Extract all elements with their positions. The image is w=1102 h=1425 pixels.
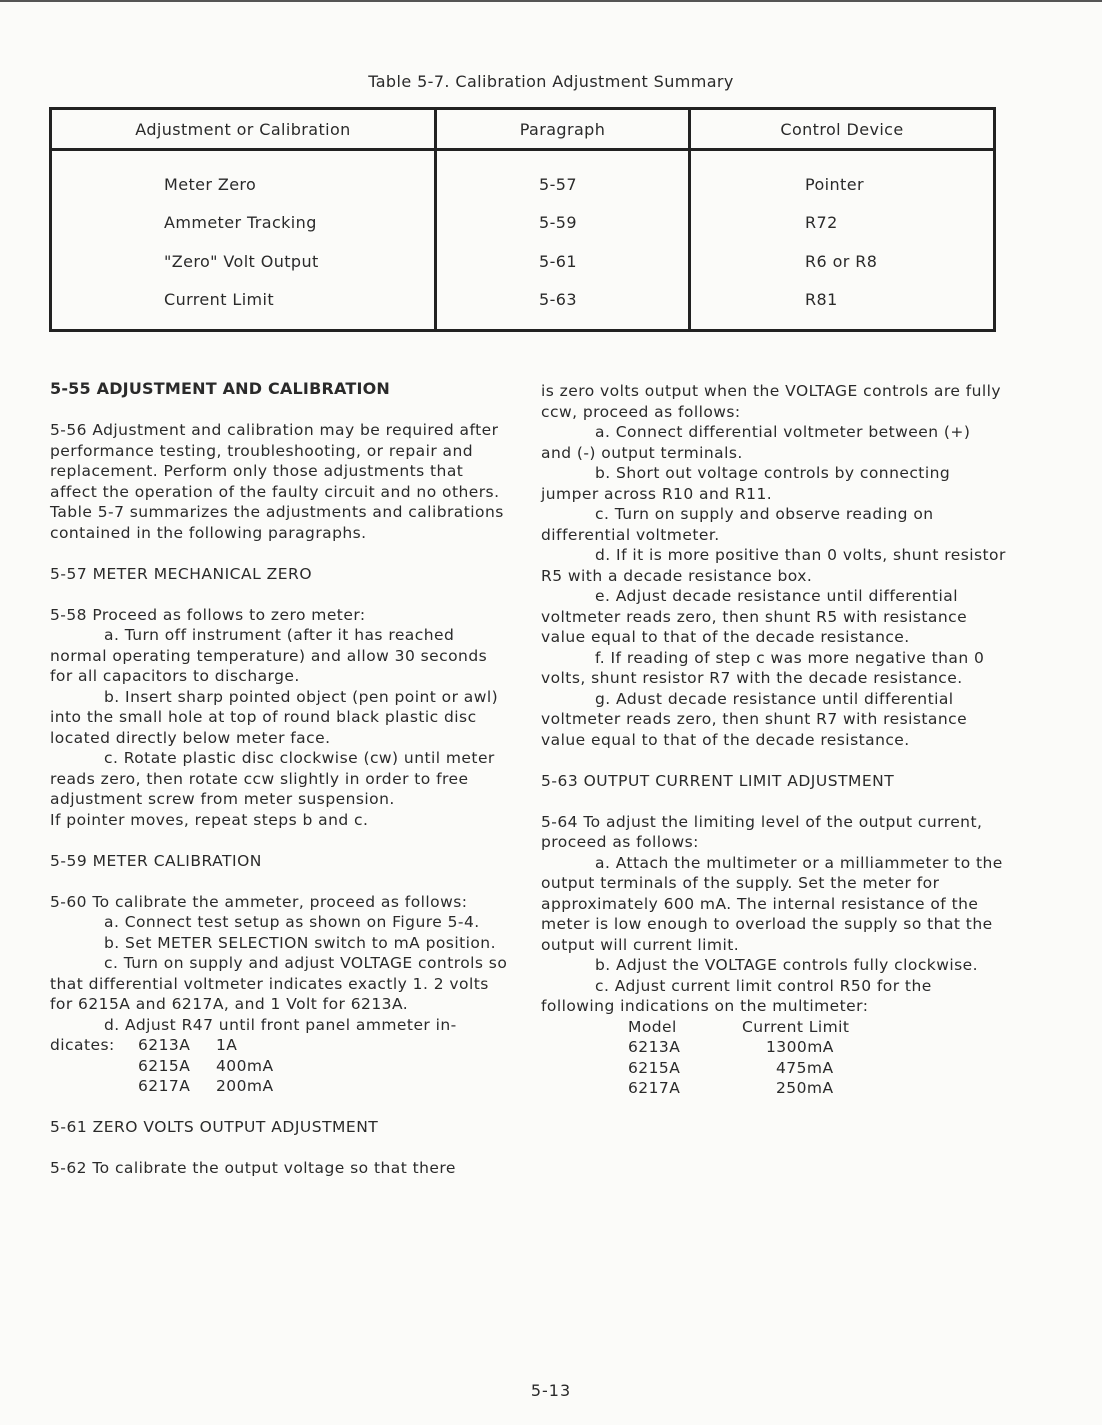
paragraph-5-58: 5-58 Proceed as follows to zero meter: xyxy=(50,605,366,624)
limit-value: 475mA xyxy=(776,1058,834,1077)
cell-paragraph: 5-63 xyxy=(436,280,690,330)
page-number: 5-13 xyxy=(530,1381,572,1400)
table-row xyxy=(51,280,995,330)
cell-control-device: Pointer xyxy=(690,150,995,204)
step-5-62-b: b. Short out voltage controls by connecting jumper across R10 and R11. xyxy=(541,464,951,503)
step-5-58-a: a. Turn off instrument (after it has reached normal operating temperature) and allow 30 seconds for all capacitors to discharge. xyxy=(50,626,488,685)
cell-adjustment: "Zero" Volt Output xyxy=(51,242,436,280)
ammeter-model: 6217A xyxy=(138,1077,191,1095)
step-5-62-f: f. If reading of step c was more negative than 0 volts, shunt resistor R7 with the decade resistance. xyxy=(541,648,985,687)
limit-model: 6213A xyxy=(628,1038,681,1056)
step-5-60-c: c. Turn on supply and adjust VOLTAGE controls so that differential voltmeter indicates exactly 1. 2 volts for 6215A and 6217A, and 1 Volt for 6213A. xyxy=(50,954,508,1013)
limit-value: 1300mA xyxy=(766,1038,834,1056)
heading-5-63: 5-63 OUTPUT CURRENT LIMIT ADJUSTMENT xyxy=(541,771,895,790)
table-caption: Table 5-7. Calibration Adjustment Summary xyxy=(368,72,734,91)
step-5-64-a: a. Attach the multimeter or a milliammeter to the output terminals of the supply. Set the meter for approximately 600 mA. The internal resistance of the meter is low enough to overload the supply so that the output will current limit. xyxy=(541,853,1003,954)
limit-header-model: Model xyxy=(628,1017,677,1036)
ammeter-value: 200mA xyxy=(216,1077,274,1095)
section-heading-5-55: 5-55 ADJUSTMENT AND CALIBRATION xyxy=(50,379,390,398)
paragraph-5-62: 5-62 To calibrate the output voltage so that there xyxy=(50,1159,456,1177)
cell-control-device: R6 or R8 xyxy=(690,242,995,280)
header-paragraph: Paragraph xyxy=(436,109,690,150)
cell-adjustment: Meter Zero xyxy=(51,150,436,204)
step-5-60-b: b. Set METER SELECTION switch to mA position. xyxy=(104,933,496,952)
table-row xyxy=(51,204,995,242)
calibration-summary-table xyxy=(49,107,996,332)
step-5-62-d: d. If it is more positive than 0 volts, shunt resistor R5 with a decade resistance box. xyxy=(541,546,1006,585)
heading-5-57: 5-57 METER MECHANICAL ZERO xyxy=(50,564,313,583)
paragraph-5-62-continued: is zero volts output when the VOLTAGE controls are fully ccw, proceed as follows: xyxy=(541,382,1002,421)
header-control-device: Control Device xyxy=(690,109,995,150)
heading-5-59: 5-59 METER CALIBRATION xyxy=(50,851,262,870)
step-5-62-g: g. Adust decade resistance until differential voltmeter reads zero, then shunt R7 with resistance value equal to that of the decade resistance. xyxy=(541,689,968,749)
limit-value: 250mA xyxy=(776,1079,834,1097)
cell-paragraph: 5-61 xyxy=(436,242,690,280)
step-5-64-c: c. Adjust current limit control R50 for the following indications on the multimeter: xyxy=(541,976,932,1015)
current-limit-row xyxy=(628,1078,1006,1099)
table-row xyxy=(51,242,995,280)
step-5-58-b: b. Insert sharp pointed object (pen point or awl) into the small hole at top of round black plastic disc located directly below meter face. xyxy=(50,687,499,747)
ammeter-table-row xyxy=(138,1076,512,1097)
paragraph-5-60: 5-60 To calibrate the ammeter, proceed as follows: xyxy=(50,892,468,911)
current-limit-row xyxy=(628,1037,1006,1058)
step-5-60-a: a. Connect test setup as shown on Figure 5-4. xyxy=(104,913,480,931)
page-top-edge xyxy=(0,0,1102,2)
ammeter-value: 1A xyxy=(216,1036,238,1054)
current-limit-row xyxy=(628,1058,1006,1079)
step-5-62-e: e. Adjust decade resistance until differential voltmeter reads zero, then shunt R5 with resistance value equal to that of the decade resistance. xyxy=(541,587,968,646)
step-5-62-a: a. Connect differential voltmeter between (+) and (-) output terminals. xyxy=(541,423,971,462)
ammeter-value: 400mA xyxy=(216,1056,274,1075)
limit-header-current: Current Limit xyxy=(742,1017,850,1036)
ammeter-model: 6215A xyxy=(138,1056,191,1075)
ammeter-model: 6213A xyxy=(138,1036,191,1054)
limit-model: 6215A xyxy=(628,1058,681,1077)
cell-paragraph: 5-57 xyxy=(436,150,690,204)
ammeter-table-row xyxy=(50,1035,512,1056)
cell-control-device: R72 xyxy=(690,204,995,242)
heading-5-61: 5-61 ZERO VOLTS OUTPUT ADJUSTMENT xyxy=(50,1118,379,1136)
left-column xyxy=(50,378,512,1179)
paragraph-5-56: 5-56 Adjustment and calibration may be required after performance testing, troubleshooting, or repair and replacement. Perform only those adjustments that affect the operation of the faulty circuit and no others. Table 5-7 summarizes the adjustments and calibrations contained in the following paragraphs. xyxy=(50,421,504,542)
cell-adjustment: Current Limit xyxy=(51,280,436,330)
paragraph-5-64: 5-64 To adjust the limiting level of the output current, proceed as follows: xyxy=(541,812,983,851)
right-column xyxy=(541,381,1006,1099)
step-5-58-note: If pointer moves, repeat steps b and c. xyxy=(50,810,369,829)
header-adjustment: Adjustment or Calibration xyxy=(51,109,436,150)
dicates-label: dicates: xyxy=(50,1036,115,1054)
cell-paragraph: 5-59 xyxy=(436,204,690,242)
step-5-62-c: c. Turn on supply and observe reading on differential voltmeter. xyxy=(541,505,934,544)
step-5-60-d: d. Adjust R47 until front panel ammeter in- xyxy=(104,1015,457,1034)
current-limit-table-header xyxy=(628,1017,1006,1038)
table-header-row xyxy=(51,109,995,150)
ammeter-table-row xyxy=(138,1056,512,1077)
table-row xyxy=(51,150,995,204)
cell-control-device: R81 xyxy=(690,280,995,330)
limit-model: 6217A xyxy=(628,1079,681,1097)
step-5-64-b: b. Adjust the VOLTAGE controls fully clockwise. xyxy=(595,956,979,974)
cell-adjustment: Ammeter Tracking xyxy=(51,204,436,242)
step-5-58-c: c. Rotate plastic disc clockwise (cw) until meter reads zero, then rotate ccw slightly in order to free adjustment screw from meter suspension. xyxy=(50,749,495,808)
